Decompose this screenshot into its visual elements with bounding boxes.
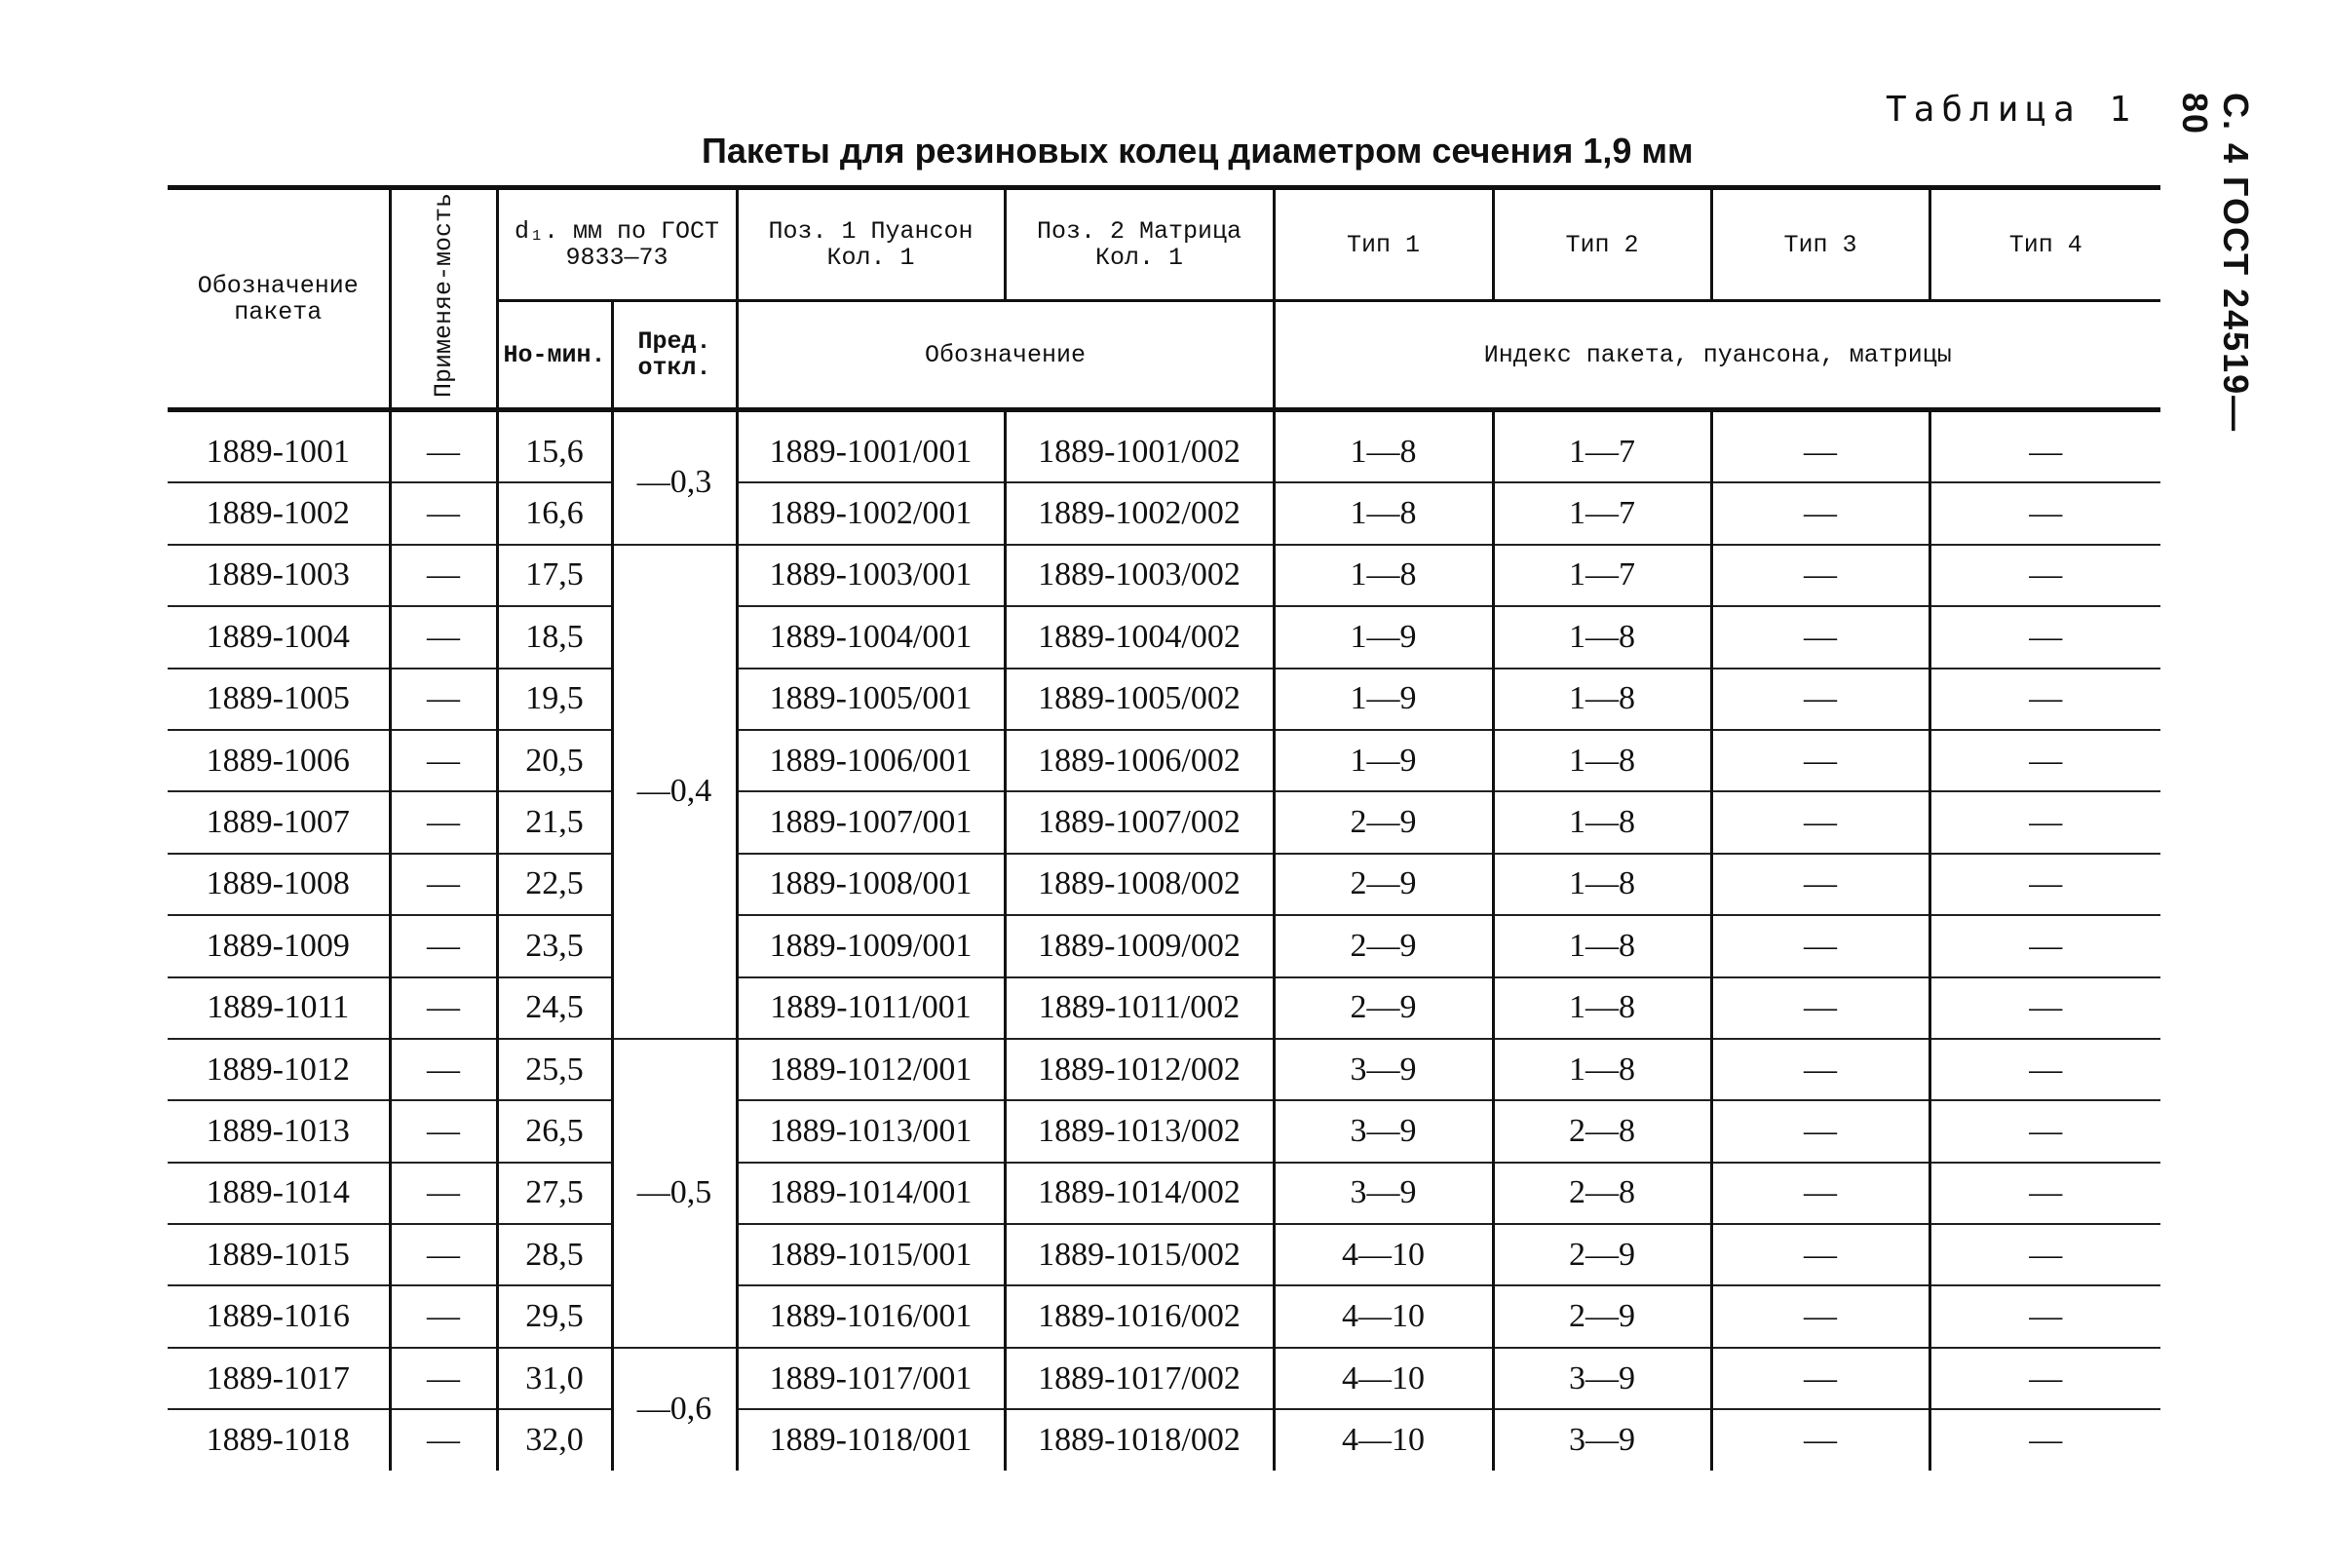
cell-type2: 1—8: [1493, 730, 1711, 791]
cell-type1: 1—9: [1274, 669, 1493, 730]
cell-pos2: 1889-1018/002: [1005, 1409, 1274, 1470]
cell-type1: 3—9: [1274, 1163, 1493, 1224]
cell-designation: 1889-1003: [168, 545, 390, 606]
cell-nominal: 24,5: [497, 977, 612, 1039]
cell-designation: 1889-1008: [168, 854, 390, 915]
cell-pos1: 1889-1011/001: [737, 977, 1005, 1039]
table-row: [168, 545, 2160, 606]
cell-pos2: 1889-1013/002: [1005, 1100, 1274, 1162]
cell-type4: —: [1929, 730, 2160, 791]
cell-pos2: 1889-1001/002: [1005, 410, 1274, 483]
cell-type1: 1—8: [1274, 545, 1493, 606]
cell-type2: 1—8: [1493, 1039, 1711, 1100]
cell-nominal: 20,5: [497, 730, 612, 791]
cell-type1: 1—9: [1274, 606, 1493, 668]
table-row: [168, 854, 2160, 915]
table-row: [168, 1224, 2160, 1285]
cell-type1: 4—10: [1274, 1224, 1493, 1285]
cell-applicability: —: [390, 977, 497, 1039]
cell-type1: 3—9: [1274, 1039, 1493, 1100]
cell-type1: 2—9: [1274, 791, 1493, 853]
col-designation-header: Обозначение пакета: [197, 271, 359, 326]
col-pos1-header: Поз. 1 Пуансон Кол. 1: [737, 188, 1005, 301]
cell-pos2: 1889-1011/002: [1005, 977, 1274, 1039]
col-index-group-header: Индекс пакета, пуансона, матрицы: [1274, 301, 2160, 410]
cell-type3: —: [1711, 545, 1929, 606]
cell-pos2: 1889-1007/002: [1005, 791, 1274, 853]
cell-nominal: 28,5: [497, 1224, 612, 1285]
cell-type2: 1—8: [1493, 977, 1711, 1039]
cell-type2: 1—7: [1493, 482, 1711, 544]
cell-designation: 1889-1001: [168, 410, 390, 483]
table-row: [168, 1100, 2160, 1162]
cell-type3: —: [1711, 606, 1929, 668]
cell-type2: 3—9: [1493, 1409, 1711, 1470]
col-d1-header: d₁. мм по ГОСТ 9833—73: [497, 188, 737, 301]
cell-applicability: —: [390, 730, 497, 791]
cell-designation: 1889-1015: [168, 1224, 390, 1285]
cell-type2: 1—7: [1493, 545, 1711, 606]
cell-applicability: —: [390, 606, 497, 668]
cell-applicability: —: [390, 854, 497, 915]
cell-designation: 1889-1009: [168, 915, 390, 976]
cell-type4: —: [1929, 1163, 2160, 1224]
cell-type2: 1—8: [1493, 669, 1711, 730]
cell-type1: 1—9: [1274, 730, 1493, 791]
table-row: [168, 1285, 2160, 1347]
cell-type2: 2—8: [1493, 1163, 1711, 1224]
cell-type4: —: [1929, 1039, 2160, 1100]
cell-applicability: —: [390, 1348, 497, 1409]
cell-designation: 1889-1017: [168, 1348, 390, 1409]
cell-type2: 1—8: [1493, 791, 1711, 853]
table-row: [168, 606, 2160, 668]
cell-type1: 2—9: [1274, 977, 1493, 1039]
cell-tolerance: —0,5: [612, 1039, 737, 1348]
cell-pos1: 1889-1004/001: [737, 606, 1005, 668]
cell-nominal: 22,5: [497, 854, 612, 915]
cell-type4: —: [1929, 410, 2160, 483]
cell-type3: —: [1711, 410, 1929, 483]
cell-type1: 1—8: [1274, 410, 1493, 483]
cell-nominal: 21,5: [497, 791, 612, 853]
cell-type4: —: [1929, 669, 2160, 730]
cell-applicability: —: [390, 482, 497, 544]
col-type1-header: Тип 1: [1274, 188, 1493, 301]
page-side-label: С. 4 ГОСТ 24519—80: [2175, 93, 2256, 434]
cell-pos2: 1889-1004/002: [1005, 606, 1274, 668]
cell-pos1: 1889-1009/001: [737, 915, 1005, 976]
cell-type2: 2—9: [1493, 1224, 1711, 1285]
table-row: [168, 669, 2160, 730]
cell-type3: —: [1711, 1285, 1929, 1347]
cell-nominal: 15,6: [497, 410, 612, 483]
cell-type3: —: [1711, 1039, 1929, 1100]
cell-pos1: 1889-1001/001: [737, 410, 1005, 483]
cell-type2: 1—8: [1493, 854, 1711, 915]
cell-applicability: —: [390, 669, 497, 730]
cell-designation: 1889-1014: [168, 1163, 390, 1224]
cell-type3: —: [1711, 730, 1929, 791]
cell-type3: —: [1711, 1100, 1929, 1162]
table-row: [168, 977, 2160, 1039]
table-row: [168, 730, 2160, 791]
cell-pos1: 1889-1016/001: [737, 1285, 1005, 1347]
cell-type4: —: [1929, 915, 2160, 976]
cell-designation: 1889-1007: [168, 791, 390, 853]
cell-type4: —: [1929, 1285, 2160, 1347]
cell-type4: —: [1929, 1409, 2160, 1470]
cell-designation: 1889-1016: [168, 1285, 390, 1347]
cell-type3: —: [1711, 915, 1929, 976]
cell-applicability: —: [390, 1163, 497, 1224]
cell-pos1: 1889-1015/001: [737, 1224, 1005, 1285]
cell-nominal: 29,5: [497, 1285, 612, 1347]
col-nominal-header: Но-мин.: [497, 301, 612, 410]
cell-designation: 1889-1013: [168, 1100, 390, 1162]
cell-pos2: 1889-1006/002: [1005, 730, 1274, 791]
cell-type2: 1—8: [1493, 915, 1711, 976]
cell-designation: 1889-1006: [168, 730, 390, 791]
cell-type4: —: [1929, 854, 2160, 915]
cell-type4: —: [1929, 791, 2160, 853]
cell-designation: 1889-1004: [168, 606, 390, 668]
cell-pos1: 1889-1018/001: [737, 1409, 1005, 1470]
cell-pos1: 1889-1014/001: [737, 1163, 1005, 1224]
cell-applicability: —: [390, 915, 497, 976]
cell-type1: 3—9: [1274, 1100, 1493, 1162]
cell-type3: —: [1711, 977, 1929, 1039]
cell-nominal: 32,0: [497, 1409, 612, 1470]
cell-pos2: 1889-1003/002: [1005, 545, 1274, 606]
cell-pos1: 1889-1005/001: [737, 669, 1005, 730]
col-tolerance-header: Пред. откл.: [612, 301, 737, 410]
cell-type4: —: [1929, 545, 2160, 606]
cell-designation: 1889-1012: [168, 1039, 390, 1100]
cell-designation: 1889-1002: [168, 482, 390, 544]
cell-designation: 1889-1018: [206, 1421, 350, 1458]
cell-type4: —: [1929, 1100, 2160, 1162]
cell-type3: —: [1711, 669, 1929, 730]
cell-applicability: —: [390, 1039, 497, 1100]
cell-nominal: 25,5: [497, 1039, 612, 1100]
cell-nominal: 31,0: [497, 1348, 612, 1409]
cell-type1: 1—8: [1274, 482, 1493, 544]
cell-type4: —: [1929, 1348, 2160, 1409]
cell-type3: —: [1711, 1348, 1929, 1409]
cell-type2: 2—9: [1493, 1285, 1711, 1347]
cell-nominal: 23,5: [497, 915, 612, 976]
table-row: [168, 410, 2160, 483]
cell-type3: —: [1711, 791, 1929, 853]
cell-pos1: 1889-1002/001: [737, 482, 1005, 544]
cell-designation: 1889-1005: [168, 669, 390, 730]
cell-pos2: 1889-1015/002: [1005, 1224, 1274, 1285]
cell-pos1: 1889-1013/001: [737, 1100, 1005, 1162]
cell-applicability: —: [390, 1100, 497, 1162]
cell-pos1: 1889-1012/001: [737, 1039, 1005, 1100]
cell-type2: 3—9: [1493, 1348, 1711, 1409]
cell-type2: 1—7: [1493, 410, 1711, 483]
cell-type4: —: [1929, 977, 2160, 1039]
table-row: [168, 1163, 2160, 1224]
cell-applicability: —: [390, 791, 497, 853]
cell-nominal: 26,5: [497, 1100, 612, 1162]
cell-tolerance: —0,6: [612, 1348, 737, 1471]
cell-tolerance: —0,3: [612, 410, 737, 545]
cell-pos2: 1889-1017/002: [1005, 1348, 1274, 1409]
cell-pos1: 1889-1007/001: [737, 791, 1005, 853]
col-type3-header: Тип 3: [1711, 188, 1929, 301]
cell-nominal: 27,5: [497, 1163, 612, 1224]
cell-type1: 4—10: [1274, 1285, 1493, 1347]
cell-type2: 1—8: [1493, 606, 1711, 668]
cell-type4: —: [1929, 482, 2160, 544]
cell-applicability: —: [390, 1285, 497, 1347]
table-row: [168, 1039, 2160, 1100]
cell-pos2: 1889-1002/002: [1005, 482, 1274, 544]
col-type4-header: Тип 4: [1929, 188, 2160, 301]
cell-nominal: 19,5: [497, 669, 612, 730]
cell-type3: —: [1711, 1224, 1929, 1285]
cell-pos2: 1889-1009/002: [1005, 915, 1274, 976]
cell-pos2: 1889-1008/002: [1005, 854, 1274, 915]
table-title: Пакеты для резиновых колец диаметром сечения 1,9 мм: [702, 131, 1694, 171]
cell-nominal: 16,6: [497, 482, 612, 544]
col-pos2-header: Поз. 2 Матрица Кол. 1: [1005, 188, 1274, 301]
cell-tolerance: —0,4: [612, 545, 737, 1039]
cell-pos2: 1889-1014/002: [1005, 1163, 1274, 1224]
col-type2-header: Тип 2: [1493, 188, 1711, 301]
cell-pos1: 1889-1003/001: [737, 545, 1005, 606]
cell-type1: 2—9: [1274, 915, 1493, 976]
cell-applicability: —: [390, 410, 497, 483]
cell-type2: 2—8: [1493, 1100, 1711, 1162]
cell-pos2: 1889-1005/002: [1005, 669, 1274, 730]
cell-type4: —: [1929, 1224, 2160, 1285]
table-row: [168, 791, 2160, 853]
table-row: [168, 1409, 2160, 1470]
cell-type3: —: [1711, 1409, 1929, 1470]
cell-type3: —: [1711, 482, 1929, 544]
table-row: [168, 482, 2160, 544]
cell-type1: 4—10: [1274, 1348, 1493, 1409]
cell-type1: 4—10: [1274, 1409, 1493, 1470]
table-row: [168, 1348, 2160, 1409]
cell-type3: —: [1711, 1163, 1929, 1224]
cell-pos1: 1889-1008/001: [737, 854, 1005, 915]
col-designation-group-header: Обозначение: [737, 301, 1274, 410]
col-applicability-header: Применяе-мость: [390, 188, 497, 410]
cell-pos1: 1889-1006/001: [737, 730, 1005, 791]
cell-pos2: 1889-1012/002: [1005, 1039, 1274, 1100]
packets-table: [168, 185, 2160, 1471]
cell-pos2: 1889-1016/002: [1005, 1285, 1274, 1347]
cell-nominal: 17,5: [497, 545, 612, 606]
cell-nominal: 18,5: [497, 606, 612, 668]
cell-type1: 2—9: [1274, 854, 1493, 915]
table-number: Таблица 1: [1886, 90, 2138, 130]
cell-applicability: —: [390, 1224, 497, 1285]
cell-applicability: —: [390, 545, 497, 606]
cell-applicability: —: [390, 1409, 497, 1470]
cell-pos1: 1889-1017/001: [737, 1348, 1005, 1409]
cell-type4: —: [1929, 606, 2160, 668]
cell-designation: 1889-1011: [168, 977, 390, 1039]
table-row: [168, 915, 2160, 976]
cell-type3: —: [1711, 854, 1929, 915]
